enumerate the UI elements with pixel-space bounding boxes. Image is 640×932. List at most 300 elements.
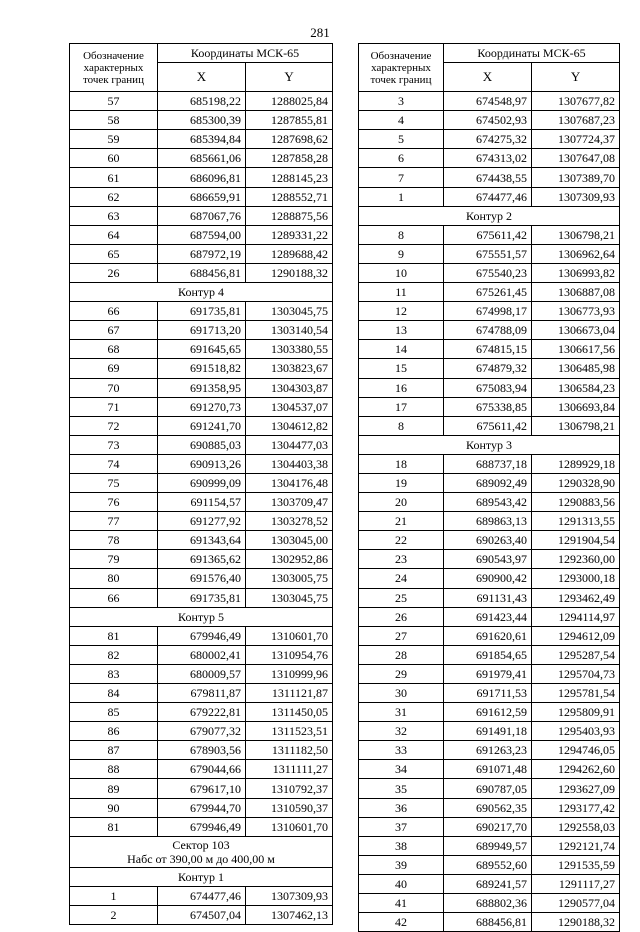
- point-id-cell: 14: [359, 340, 444, 359]
- y-coordinate-cell: 1290328,90: [532, 473, 620, 492]
- x-coordinate-cell: 690913,26: [158, 454, 246, 473]
- x-coordinate-cell: 686096,81: [158, 168, 246, 187]
- table-row: [70, 321, 333, 340]
- header-y: Y: [246, 63, 333, 92]
- point-id-cell: 84: [70, 684, 158, 703]
- x-coordinate-cell: 680009,57: [158, 664, 246, 683]
- x-coordinate-cell: 691711,53: [444, 684, 532, 703]
- table-row: [70, 130, 333, 149]
- x-coordinate-cell: 685198,22: [158, 92, 246, 111]
- x-coordinate-cell: 687594,00: [158, 225, 246, 244]
- point-id-cell: 13: [359, 321, 444, 340]
- point-id-cell: 17: [359, 397, 444, 416]
- y-coordinate-cell: 1307389,70: [532, 168, 620, 187]
- point-id-cell: 75: [70, 473, 158, 492]
- x-coordinate-cell: 689092,49: [444, 473, 532, 492]
- header-x: X: [158, 63, 246, 92]
- point-id-cell: 70: [70, 378, 158, 397]
- y-coordinate-cell: 1292558,03: [532, 817, 620, 836]
- point-id-cell: 23: [359, 550, 444, 569]
- x-coordinate-cell: 690217,70: [444, 817, 532, 836]
- y-coordinate-cell: 1310601,70: [246, 817, 333, 836]
- contour-row: [70, 867, 333, 886]
- y-coordinate-cell: 1295781,54: [532, 684, 620, 703]
- point-id-cell: 83: [70, 664, 158, 683]
- point-id-cell: 31: [359, 703, 444, 722]
- y-coordinate-cell: 1311121,87: [246, 684, 333, 703]
- x-coordinate-cell: 679077,32: [158, 722, 246, 741]
- table-row: [359, 321, 620, 340]
- y-coordinate-cell: 1303140,54: [246, 321, 333, 340]
- point-id-cell: 36: [359, 798, 444, 817]
- x-coordinate-cell: 691576,40: [158, 569, 246, 588]
- table-row: [359, 913, 620, 932]
- y-coordinate-cell: 1294262,60: [532, 760, 620, 779]
- table-row: [359, 569, 620, 588]
- x-coordinate-cell: 675540,23: [444, 263, 532, 282]
- point-id-cell: 6: [359, 149, 444, 168]
- contour-heading: Контур 3: [359, 435, 620, 454]
- x-coordinate-cell: 689543,42: [444, 493, 532, 512]
- table-row: [70, 225, 333, 244]
- point-id-cell: 71: [70, 397, 158, 416]
- point-id-cell: 30: [359, 684, 444, 703]
- x-coordinate-cell: 675083,94: [444, 378, 532, 397]
- header-coordinates: Координаты МСК-65: [158, 44, 333, 63]
- table-row: [70, 886, 333, 905]
- x-coordinate-cell: 688737,18: [444, 454, 532, 473]
- header-point-label: Обозначение характерных точек границ: [359, 44, 444, 92]
- x-coordinate-cell: 675611,42: [444, 225, 532, 244]
- table-row: [359, 626, 620, 645]
- x-coordinate-cell: 679944,70: [158, 798, 246, 817]
- x-coordinate-cell: 691854,65: [444, 645, 532, 664]
- point-id-cell: 77: [70, 512, 158, 531]
- table-row: [359, 588, 620, 607]
- y-coordinate-cell: 1294746,05: [532, 741, 620, 760]
- y-coordinate-cell: 1304176,48: [246, 473, 333, 492]
- point-id-cell: 7: [359, 168, 444, 187]
- y-coordinate-cell: 1310601,70: [246, 626, 333, 645]
- point-id-cell: 61: [70, 168, 158, 187]
- x-coordinate-cell: 690263,40: [444, 531, 532, 550]
- x-coordinate-cell: 675338,85: [444, 397, 532, 416]
- x-coordinate-cell: 690900,42: [444, 569, 532, 588]
- table-row: [359, 550, 620, 569]
- point-id-cell: 60: [70, 149, 158, 168]
- y-coordinate-cell: 1311111,27: [246, 760, 333, 779]
- point-id-cell: 29: [359, 664, 444, 683]
- page-number: 281: [310, 25, 330, 40]
- y-coordinate-cell: 1311450,05: [246, 703, 333, 722]
- table-row: [70, 435, 333, 454]
- y-coordinate-cell: 1310792,37: [246, 779, 333, 798]
- table-row: [70, 760, 333, 779]
- y-coordinate-cell: 1289688,42: [246, 244, 333, 263]
- point-id-cell: 4: [359, 111, 444, 130]
- point-id-cell: 39: [359, 855, 444, 874]
- y-coordinate-cell: 1306993,82: [532, 263, 620, 282]
- x-coordinate-cell: 688802,36: [444, 894, 532, 913]
- y-coordinate-cell: 1310954,76: [246, 645, 333, 664]
- x-coordinate-cell: 690999,09: [158, 473, 246, 492]
- table-row: [70, 111, 333, 130]
- y-coordinate-cell: 1303278,52: [246, 512, 333, 531]
- point-id-cell: 68: [70, 340, 158, 359]
- point-id-cell: 90: [70, 798, 158, 817]
- sector-heading: [70, 836, 333, 867]
- x-coordinate-cell: 691518,82: [158, 359, 246, 378]
- table-row: [359, 645, 620, 664]
- table-row: [70, 263, 333, 282]
- y-coordinate-cell: 1311523,51: [246, 722, 333, 741]
- table-row: [70, 588, 333, 607]
- y-coordinate-cell: 1288145,23: [246, 168, 333, 187]
- y-coordinate-cell: 1307677,82: [532, 92, 620, 111]
- table-row: [359, 798, 620, 817]
- point-id-cell: 82: [70, 645, 158, 664]
- table-row: [359, 664, 620, 683]
- sector-depth-range: Набс от 390,00 м до 400,00 м: [127, 851, 275, 866]
- x-coordinate-cell: 674815,15: [444, 340, 532, 359]
- x-coordinate-cell: 674998,17: [444, 302, 532, 321]
- point-id-cell: 74: [70, 454, 158, 473]
- sector-row: [70, 836, 333, 867]
- table-row: [359, 92, 620, 111]
- x-coordinate-cell: 691263,23: [444, 741, 532, 760]
- point-id-cell: 32: [359, 722, 444, 741]
- y-coordinate-cell: 1303709,47: [246, 493, 333, 512]
- y-coordinate-cell: 1306485,98: [532, 359, 620, 378]
- x-coordinate-cell: 674879,32: [444, 359, 532, 378]
- point-id-cell: 37: [359, 817, 444, 836]
- point-id-cell: 34: [359, 760, 444, 779]
- point-id-cell: 69: [70, 359, 158, 378]
- x-coordinate-cell: 680002,41: [158, 645, 246, 664]
- x-coordinate-cell: 674548,97: [444, 92, 532, 111]
- point-id-cell: 63: [70, 206, 158, 225]
- point-id-cell: 64: [70, 225, 158, 244]
- contour-row: [70, 607, 333, 626]
- table-row: [359, 607, 620, 626]
- y-coordinate-cell: 1291117,27: [532, 874, 620, 893]
- point-id-cell: 1: [70, 886, 158, 905]
- table-row: [359, 722, 620, 741]
- y-coordinate-cell: 1304403,38: [246, 454, 333, 473]
- y-coordinate-cell: 1287698,62: [246, 130, 333, 149]
- table-row: [70, 168, 333, 187]
- y-coordinate-cell: 1307687,23: [532, 111, 620, 130]
- table-row: [70, 905, 333, 924]
- table-row: [70, 302, 333, 321]
- table-row: [70, 493, 333, 512]
- table-row: [359, 149, 620, 168]
- header-coordinates: Координаты МСК-65: [444, 44, 620, 63]
- table-row: [359, 894, 620, 913]
- y-coordinate-cell: 1293462,49: [532, 588, 620, 607]
- table-row: [70, 531, 333, 550]
- point-id-cell: 26: [359, 607, 444, 626]
- table-row: [359, 473, 620, 492]
- x-coordinate-cell: 679811,87: [158, 684, 246, 703]
- table-row: [70, 473, 333, 492]
- y-coordinate-cell: 1307724,37: [532, 130, 620, 149]
- point-id-cell: 22: [359, 531, 444, 550]
- table-row: [70, 569, 333, 588]
- x-coordinate-cell: 685394,84: [158, 130, 246, 149]
- x-coordinate-cell: 674502,93: [444, 111, 532, 130]
- point-id-cell: 8: [359, 225, 444, 244]
- table-row: [359, 397, 620, 416]
- table-row: [70, 340, 333, 359]
- table-row: [70, 454, 333, 473]
- y-coordinate-cell: 1306773,93: [532, 302, 620, 321]
- y-coordinate-cell: 1289331,22: [246, 225, 333, 244]
- point-id-cell: 85: [70, 703, 158, 722]
- table-row: [359, 531, 620, 550]
- point-id-cell: 10: [359, 263, 444, 282]
- point-id-cell: 16: [359, 378, 444, 397]
- table-row: [359, 493, 620, 512]
- x-coordinate-cell: 678903,56: [158, 741, 246, 760]
- table-row: [70, 779, 333, 798]
- table-row: [359, 416, 620, 435]
- table-row: [70, 798, 333, 817]
- point-id-cell: 78: [70, 531, 158, 550]
- y-coordinate-cell: 1295287,54: [532, 645, 620, 664]
- x-coordinate-cell: 691735,81: [158, 302, 246, 321]
- y-coordinate-cell: 1288552,71: [246, 187, 333, 206]
- y-coordinate-cell: 1290188,32: [246, 263, 333, 282]
- x-coordinate-cell: 691735,81: [158, 588, 246, 607]
- table-row: [359, 340, 620, 359]
- point-id-cell: 27: [359, 626, 444, 645]
- point-id-cell: 79: [70, 550, 158, 569]
- y-coordinate-cell: 1288875,56: [246, 206, 333, 225]
- table-row: [70, 416, 333, 435]
- table-row: [70, 741, 333, 760]
- point-id-cell: 15: [359, 359, 444, 378]
- header-x: X: [444, 63, 532, 92]
- y-coordinate-cell: 1306584,23: [532, 378, 620, 397]
- x-coordinate-cell: 689552,60: [444, 855, 532, 874]
- x-coordinate-cell: 691131,43: [444, 588, 532, 607]
- coordinates-table-left: [69, 43, 333, 925]
- x-coordinate-cell: 691491,18: [444, 722, 532, 741]
- x-coordinate-cell: 690787,05: [444, 779, 532, 798]
- table-row: [359, 378, 620, 397]
- table-row: [359, 244, 620, 263]
- y-coordinate-cell: 1288025,84: [246, 92, 333, 111]
- y-coordinate-cell: 1291535,59: [532, 855, 620, 874]
- x-coordinate-cell: 691979,41: [444, 664, 532, 683]
- x-coordinate-cell: 674438,55: [444, 168, 532, 187]
- y-coordinate-cell: 1293177,42: [532, 798, 620, 817]
- point-id-cell: 58: [70, 111, 158, 130]
- x-coordinate-cell: 685300,39: [158, 111, 246, 130]
- contour-row: [70, 283, 333, 302]
- x-coordinate-cell: 691620,61: [444, 626, 532, 645]
- y-coordinate-cell: 1306617,56: [532, 340, 620, 359]
- y-coordinate-cell: 1291904,54: [532, 531, 620, 550]
- table-row: [359, 855, 620, 874]
- x-coordinate-cell: 691071,48: [444, 760, 532, 779]
- point-id-cell: 11: [359, 283, 444, 302]
- y-coordinate-cell: 1295704,73: [532, 664, 620, 683]
- table-row: [70, 550, 333, 569]
- table-row: [70, 684, 333, 703]
- y-coordinate-cell: 1304537,07: [246, 397, 333, 416]
- point-id-cell: 8: [359, 416, 444, 435]
- table-row: [70, 817, 333, 836]
- x-coordinate-cell: 688456,81: [158, 263, 246, 282]
- point-id-cell: 57: [70, 92, 158, 111]
- point-id-cell: 76: [70, 493, 158, 512]
- x-coordinate-cell: 679617,10: [158, 779, 246, 798]
- x-coordinate-cell: 679222,81: [158, 703, 246, 722]
- x-coordinate-cell: 690885,03: [158, 435, 246, 454]
- x-coordinate-cell: 686659,91: [158, 187, 246, 206]
- point-id-cell: 86: [70, 722, 158, 741]
- point-id-cell: 89: [70, 779, 158, 798]
- point-id-cell: 81: [70, 626, 158, 645]
- point-id-cell: 62: [70, 187, 158, 206]
- y-coordinate-cell: 1304612,82: [246, 416, 333, 435]
- point-id-cell: 28: [359, 645, 444, 664]
- point-id-cell: 12: [359, 302, 444, 321]
- x-coordinate-cell: 674313,02: [444, 149, 532, 168]
- contour-row: [359, 206, 620, 225]
- x-coordinate-cell: 691241,70: [158, 416, 246, 435]
- table-row: [359, 779, 620, 798]
- x-coordinate-cell: 691154,57: [158, 493, 246, 512]
- point-id-cell: 1: [359, 187, 444, 206]
- x-coordinate-cell: 691277,92: [158, 512, 246, 531]
- y-coordinate-cell: 1306887,08: [532, 283, 620, 302]
- table-row: [359, 225, 620, 244]
- x-coordinate-cell: 674477,46: [444, 187, 532, 206]
- point-id-cell: 5: [359, 130, 444, 149]
- x-coordinate-cell: 691365,62: [158, 550, 246, 569]
- x-coordinate-cell: 679946,49: [158, 626, 246, 645]
- table-row: [359, 283, 620, 302]
- table-row: [359, 130, 620, 149]
- point-id-cell: 65: [70, 244, 158, 263]
- y-coordinate-cell: 1306693,84: [532, 397, 620, 416]
- y-coordinate-cell: 1311182,50: [246, 741, 333, 760]
- x-coordinate-cell: 691713,20: [158, 321, 246, 340]
- x-coordinate-cell: 675261,45: [444, 283, 532, 302]
- table-row: [70, 626, 333, 645]
- y-coordinate-cell: 1287855,81: [246, 111, 333, 130]
- x-coordinate-cell: 691270,73: [158, 397, 246, 416]
- contour-heading: Контур 5: [70, 607, 333, 626]
- table-row: [359, 512, 620, 531]
- y-coordinate-cell: 1291313,55: [532, 512, 620, 531]
- point-id-cell: 2: [70, 905, 158, 924]
- y-coordinate-cell: 1303045,75: [246, 302, 333, 321]
- y-coordinate-cell: 1302952,86: [246, 550, 333, 569]
- x-coordinate-cell: 679946,49: [158, 817, 246, 836]
- y-coordinate-cell: 1304303,87: [246, 378, 333, 397]
- y-coordinate-cell: 1303045,75: [246, 588, 333, 607]
- table-row: [70, 512, 333, 531]
- table-row: [359, 836, 620, 855]
- point-id-cell: 38: [359, 836, 444, 855]
- x-coordinate-cell: 674788,09: [444, 321, 532, 340]
- y-coordinate-cell: 1293627,09: [532, 779, 620, 798]
- y-coordinate-cell: 1294612,09: [532, 626, 620, 645]
- coordinates-table-right: [358, 43, 620, 932]
- table-row: [359, 684, 620, 703]
- point-id-cell: 72: [70, 416, 158, 435]
- y-coordinate-cell: 1310999,96: [246, 664, 333, 683]
- table-row: [70, 703, 333, 722]
- y-coordinate-cell: 1303045,00: [246, 531, 333, 550]
- table-row: [70, 206, 333, 225]
- table-row: [70, 92, 333, 111]
- y-coordinate-cell: 1307309,93: [246, 886, 333, 905]
- contour-heading: Контур 2: [359, 206, 620, 225]
- table-row: [359, 168, 620, 187]
- table-row: [359, 359, 620, 378]
- point-id-cell: 18: [359, 454, 444, 473]
- x-coordinate-cell: 689863,13: [444, 512, 532, 531]
- table-row: [359, 741, 620, 760]
- table-row: [70, 359, 333, 378]
- point-id-cell: 26: [70, 263, 158, 282]
- x-coordinate-cell: 687972,19: [158, 244, 246, 263]
- y-coordinate-cell: 1303005,75: [246, 569, 333, 588]
- y-coordinate-cell: 1289929,18: [532, 454, 620, 473]
- contour-heading: Контур 1: [70, 867, 333, 886]
- x-coordinate-cell: 687067,76: [158, 206, 246, 225]
- x-coordinate-cell: 691612,59: [444, 703, 532, 722]
- x-coordinate-cell: 690562,35: [444, 798, 532, 817]
- y-coordinate-cell: 1306798,21: [532, 416, 620, 435]
- y-coordinate-cell: 1292360,00: [532, 550, 620, 569]
- y-coordinate-cell: 1287858,28: [246, 149, 333, 168]
- table-row: [70, 378, 333, 397]
- point-id-cell: 19: [359, 473, 444, 492]
- y-coordinate-cell: 1295809,91: [532, 703, 620, 722]
- x-coordinate-cell: 688456,81: [444, 913, 532, 932]
- table-row: [359, 874, 620, 893]
- y-coordinate-cell: 1306798,21: [532, 225, 620, 244]
- table-row: [359, 703, 620, 722]
- y-coordinate-cell: 1306673,04: [532, 321, 620, 340]
- point-id-cell: 67: [70, 321, 158, 340]
- point-id-cell: 73: [70, 435, 158, 454]
- x-coordinate-cell: 674477,46: [158, 886, 246, 905]
- y-coordinate-cell: 1290577,04: [532, 894, 620, 913]
- y-coordinate-cell: 1303380,55: [246, 340, 333, 359]
- table-row: [70, 187, 333, 206]
- point-id-cell: 41: [359, 894, 444, 913]
- x-coordinate-cell: 675611,42: [444, 416, 532, 435]
- point-id-cell: 88: [70, 760, 158, 779]
- point-id-cell: 59: [70, 130, 158, 149]
- table-row: [359, 111, 620, 130]
- y-coordinate-cell: 1292121,74: [532, 836, 620, 855]
- x-coordinate-cell: 679044,66: [158, 760, 246, 779]
- point-id-cell: 66: [70, 588, 158, 607]
- point-id-cell: 25: [359, 588, 444, 607]
- contour-row: [359, 435, 620, 454]
- table-row: [359, 454, 620, 473]
- point-id-cell: 80: [70, 569, 158, 588]
- table-row: [359, 817, 620, 836]
